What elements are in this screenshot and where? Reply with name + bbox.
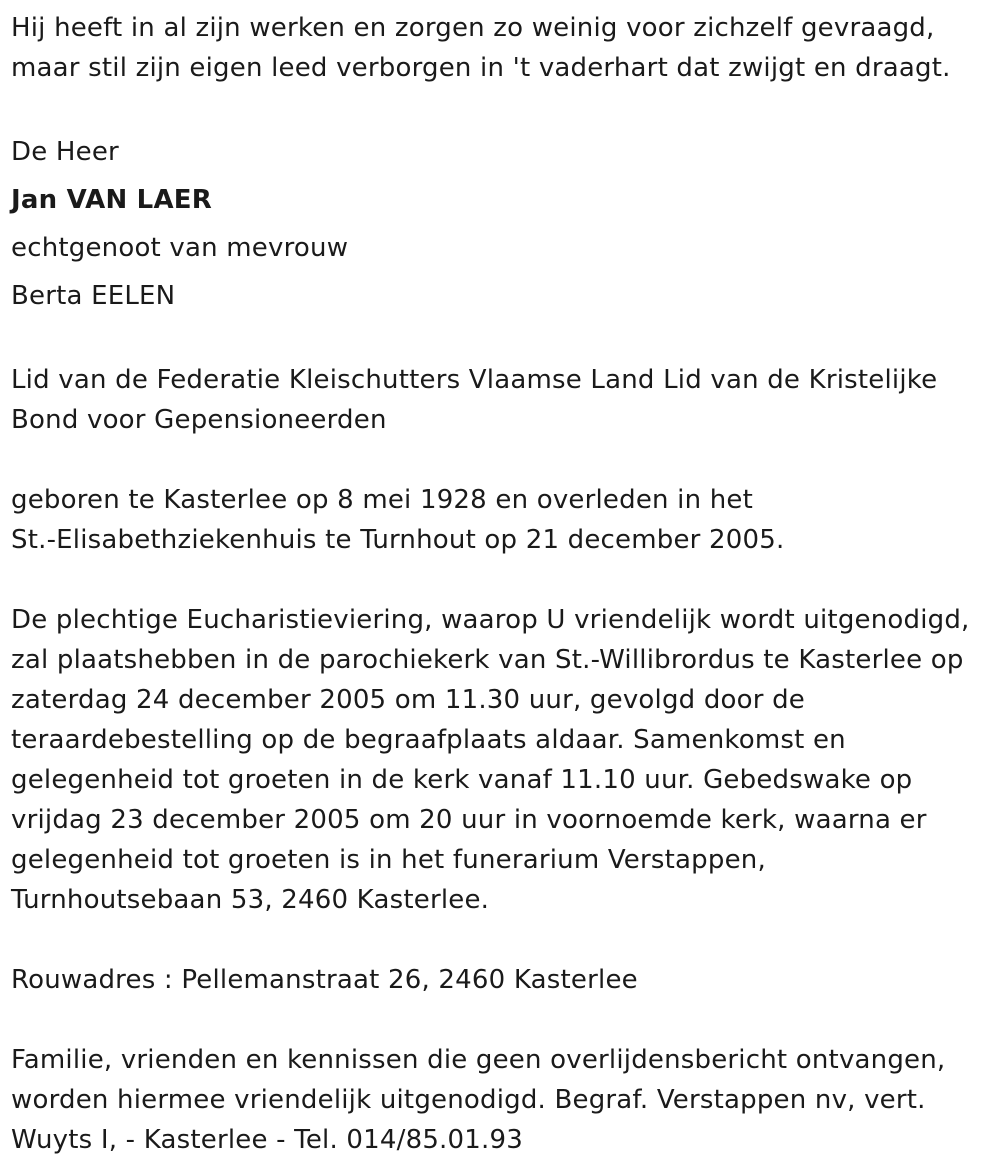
deceased-title: De Heer <box>11 137 119 167</box>
closing-line: worden hiermee vriendelijk uitgenodigd. Begraf. Verstappen nv, vert. <box>11 1085 926 1115</box>
membership-line: Lid van de Federatie Kleischutters Vlaamse Land Lid van de Kristelijke <box>11 365 938 395</box>
ceremony-line: vrijdag 23 december 2005 om 20 uur in voornoemde kerk, waarna er <box>11 805 927 835</box>
memberships <box>11 360 1000 440</box>
birth-death <box>11 480 1000 560</box>
spacer <box>11 440 1000 480</box>
ceremony-line: zaterdag 24 december 2005 om 11.30 uur, gevolgd door de <box>11 685 805 715</box>
mourning-address <box>11 960 1000 1000</box>
poem-line: maar stil zijn eigen leed verborgen in 't vaderhart dat zwijgt en draagt. <box>11 53 951 83</box>
spacer <box>11 560 1000 600</box>
spacer <box>11 320 1000 360</box>
ceremony-details <box>11 600 1000 920</box>
poem-line: Hij heeft in al zijn werken en zorgen zo weinig voor zichzelf gevraagd, <box>11 13 935 43</box>
ceremony-line: gelegenheid tot groeten in de kerk vanaf 11.10 uur. Gebedswake op <box>11 765 913 795</box>
deceased-relation: echtgenoot van mevrouw <box>11 233 349 263</box>
ceremony-line: gelegenheid tot groeten is in het funerarium Verstappen, <box>11 845 766 875</box>
birth-death-line: geboren te Kasterlee op 8 mei 1928 en overleden in het <box>11 485 753 515</box>
spacer <box>11 1000 1000 1040</box>
birth-death-line: St.-Elisabethziekenhuis te Turnhout op 21 december 2005. <box>11 525 785 555</box>
spacer <box>11 88 1000 128</box>
spouse-name: Berta EELEN <box>11 281 176 311</box>
deceased-info <box>11 128 1000 320</box>
ceremony-line: De plechtige Eucharistieviering, waarop U vriendelijk wordt uitgenodigd, <box>11 605 970 635</box>
deceased-name: Jan VAN LAER <box>11 185 212 215</box>
address-line: Rouwadres : Pellemanstraat 26, 2460 Kasterlee <box>11 965 638 995</box>
closing-note <box>11 1040 1000 1160</box>
poem <box>11 8 1000 88</box>
closing-line: Wuyts I, - Kasterlee - Tel. 014/85.01.93 <box>11 1125 523 1155</box>
spacer <box>11 920 1000 960</box>
closing-line: Familie, vrienden en kennissen die geen overlijdensbericht ontvangen, <box>11 1045 946 1075</box>
ceremony-line: teraardebestelling op de begraafplaats aldaar. Samenkomst en <box>11 725 846 755</box>
ceremony-line: Turnhoutsebaan 53, 2460 Kasterlee. <box>11 885 490 915</box>
membership-line: Bond voor Gepensioneerden <box>11 405 387 435</box>
ceremony-line: zal plaatshebben in de parochiekerk van St.-Willibrordus te Kasterlee op <box>11 645 964 675</box>
